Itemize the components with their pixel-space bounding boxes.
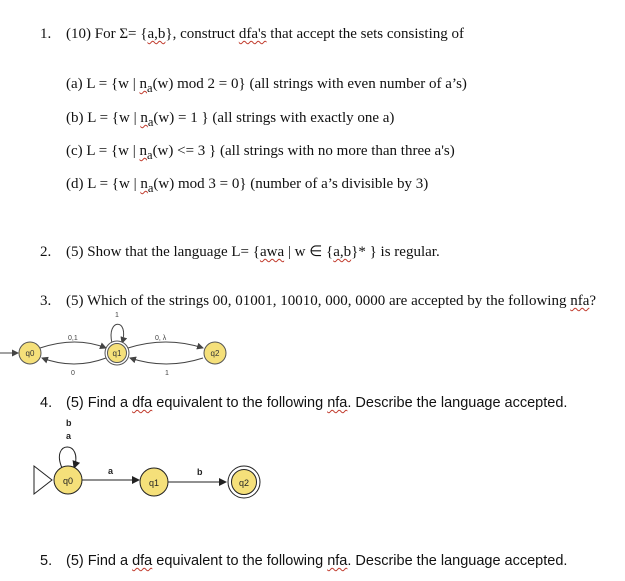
edge-q0-q1 bbox=[40, 342, 106, 348]
edge-q1-self bbox=[111, 324, 124, 343]
question-1c: (c) L = {w | $n_a(w) <= 3$ } (all strings with no more than three a's) bbox=[66, 143, 455, 162]
question-2: 2. (5) Show that the language L= {awa | w ∈ {a,b}* } is regular. bbox=[40, 244, 440, 260]
edge-q2-q1 bbox=[130, 358, 203, 364]
state-label: q1 bbox=[148, 478, 160, 488]
state-label: q0 bbox=[62, 476, 74, 486]
question-3: 3. (5) Which of the strings 00, 01001, 10010, 000, 0000 are accepted by the following nfa? bbox=[40, 293, 597, 309]
question-1: 1. (10) For Σ= {a,b}, construct dfa's that accept the sets consisting of bbox=[40, 26, 464, 42]
start-triangle bbox=[34, 466, 52, 494]
alphabet: a,b bbox=[147, 26, 166, 42]
question-4: 4. (5) Find a dfa equivalent to the following nfa. Describe the language accepted. bbox=[40, 395, 568, 411]
state-label: q0 bbox=[25, 349, 35, 358]
nfa-diagram-q3 bbox=[0, 308, 260, 380]
edge-label: 1 bbox=[165, 370, 169, 377]
question-5: 5. (5) Find a dfa equivalent to the following nfa. Describe the language accepted. bbox=[40, 553, 568, 569]
edge-label: 0, λ bbox=[155, 335, 167, 342]
edge-label: a bbox=[66, 431, 72, 441]
edge-q1-q0 bbox=[42, 358, 106, 364]
state-label: q2 bbox=[210, 349, 220, 358]
edge-label: 1 bbox=[115, 312, 119, 319]
dfas-term: dfa's bbox=[238, 26, 267, 42]
question-1b: (b) L = {w | $n_a(w) = 1$ } (all strings with exactly one a) bbox=[66, 110, 395, 129]
edge-label: b bbox=[197, 467, 203, 477]
state-label: q1 bbox=[112, 349, 122, 358]
state-label: q2 bbox=[238, 478, 250, 488]
edge-q0-self bbox=[59, 447, 75, 468]
nfa-diagram-q4 bbox=[0, 412, 290, 512]
question-number: 1. bbox=[40, 26, 52, 42]
question-1d: (d) L = {w | $n_a(w)$ mod 3 = 0} (number of a’s divisible by 3) bbox=[66, 176, 429, 195]
edge-q1-q2 bbox=[128, 342, 203, 348]
edge-label: 0,1 bbox=[68, 335, 78, 342]
edge-label: 0 bbox=[71, 370, 75, 377]
question-1a: (a) L = {w | $n_a(w)$ mod 2 = 0} (all strings with even number of a’s) bbox=[66, 76, 467, 95]
edge-label: a bbox=[108, 466, 114, 476]
edge-label: b bbox=[66, 418, 72, 428]
